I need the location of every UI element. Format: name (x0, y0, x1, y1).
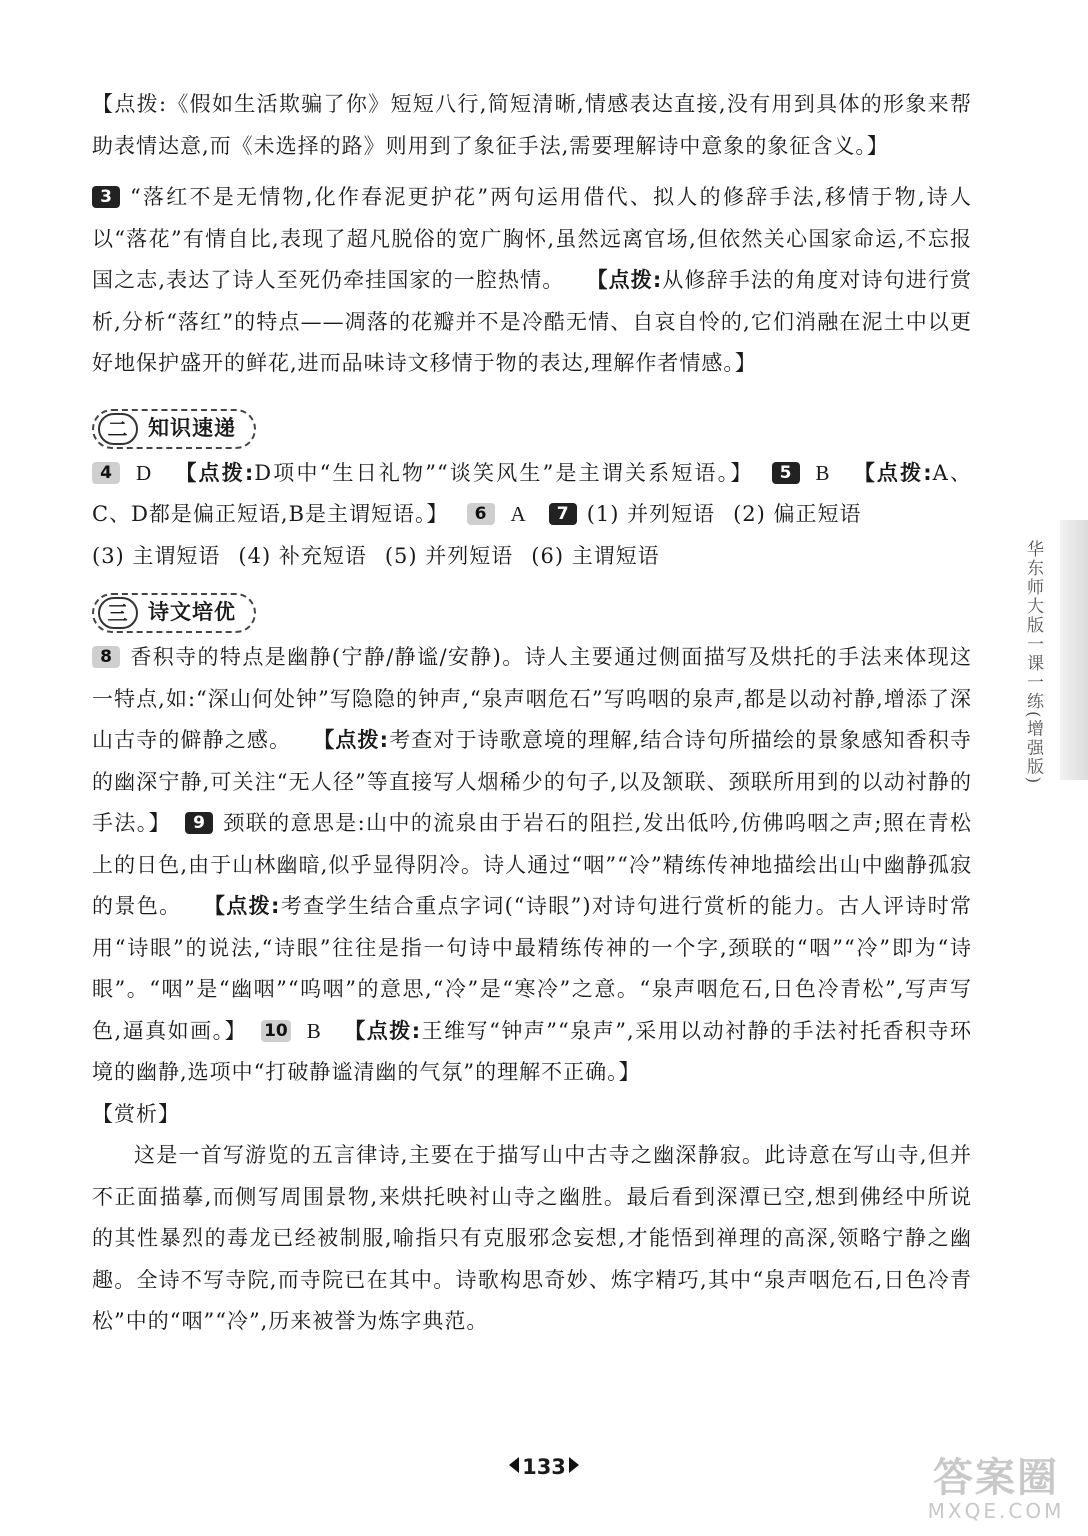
section-number-badge: 二 (98, 413, 138, 445)
question-number-7: 7 (549, 503, 577, 525)
q9-tip-label: 【点拨: (203, 894, 281, 918)
question-number-9: 9 (185, 812, 213, 834)
questions-4-7 (92, 453, 972, 578)
questions-8-10 (92, 637, 972, 1094)
intro-tip-text: 【点拨:《假如生活欺骗了你》短短八行,简短清晰,情感表达直接,没有用到具体的形象来帮助表情达意,而《未选择的路》则用到了象征手法,需要理解诗中意象的象征含义。】 (92, 92, 972, 158)
q4-tip-text: D项中“生日礼物”“谈笑风生”是主谓关系短语。】 (254, 460, 754, 485)
q10-answer: B (306, 1018, 322, 1043)
q6-answer: A (510, 502, 527, 526)
intro-tip-paragraph (92, 84, 972, 167)
question-number-8: 8 (92, 646, 120, 668)
question-number-4: 4 (92, 462, 120, 484)
q4-answer: D (136, 460, 153, 485)
q3-tip-text: 从修辞手法的角度对诗句进行赏析,分析“落红”的特点——凋落的花瓣并不是冷酷无情、自哀自怜的,它们消融在泥土中以更好地保护盛开的鲜花,进而品味诗文移情于物的表达,理解作者情感。】 (92, 268, 972, 375)
section-heading-knowledge (92, 409, 256, 449)
q9-tip-text: 考查学生结合重点字词(“诗眼”)对诗句进行赏析的能力。古人评诗时常用“诗眼”的说法,“诗眼”往往是指一句诗中最精练传神的一个字,颈联的“咽”“冷”即为“诗眼”。“咽”是“幽咽”“呜咽”的意思,“冷”是“寒冷”之意。“泉声咽危石,日色冷青松”,写声写色,逼真如画。】 (92, 894, 973, 1043)
q8-tip-label: 【点拨: (313, 728, 389, 752)
q4-tip-label: 【点拨: (174, 460, 255, 485)
q5-answer: B (815, 460, 831, 485)
section-heading-poetry (92, 593, 256, 633)
q8-answer-text: 香积寺的特点是幽静(宁静/静谧/安静)。诗人主要通过侧面描写及烘托的手法来体现这一特点,如:“深山何处钟”写隐隐的钟声,“泉声咽危石”写呜咽的泉声,都是以动衬静,增添了深山古寺的僻静之感。 (92, 645, 972, 752)
watermark-logo (916, 1456, 1076, 1526)
question-number-6: 6 (467, 503, 495, 525)
page-number-text: 133 (522, 1455, 566, 1479)
question-3 (92, 177, 972, 385)
page-edge-tab (1060, 520, 1088, 780)
appreciation-text: 这是一首写游览的五言律诗,主要在于描写山中古寺之幽深静寂。此诗意在写山寺,但并不正面描摹,而侧写周围景物,来烘托映衬山寺之幽胜。最后看到深潭已空,想到佛经中所说的其性暴烈的毒龙已经被制服,喻指只有克服邪念妄想,才能悟到禅理的高深,领略宁静之幽趣。全诗不写寺院,而寺院已在其中。诗歌构思奇妙、炼字精巧,其中“泉声咽危石,日色冷青松”中的“咽”“冷”,历来被誉为炼字典范。 (92, 1143, 972, 1333)
q5-tip-label: 【点拨: (852, 460, 933, 485)
left-arrow-icon (509, 1457, 519, 1473)
q9-answer-text: 颈联的意思是:山中的流泉由于岩石的阻拦,发出低吟,仿佛呜咽之声;照在青松上的日色,由于山林幽暗,似乎显得阴冷。诗人通过“咽”“冷”精练传神地描绘出山中幽静孤寂的景色。 (92, 811, 972, 918)
section-title: 诗文培优 (148, 600, 236, 625)
q7-item-2: (2) 偏正短语 (733, 502, 862, 526)
q7-item-5: (5) 并列短语 (384, 543, 514, 568)
q7-item-1: (1) 并列短语 (586, 502, 716, 526)
right-arrow-icon (569, 1457, 579, 1473)
book-series-side-label: 华东师大版一课一练(增强版) (1023, 540, 1043, 786)
watermark-top: 答案圈 (933, 1455, 1059, 1501)
q10-tip-text: 王维写“钟声”“泉声”,采用以动衬静的手法衬托香积寺环境的幽静,选项中“打破静谧清幽的气氛”的理解不正确。】 (92, 1018, 972, 1084)
watermark-bottom: MXQE.COM (927, 1499, 1065, 1523)
question-number-5: 5 (772, 462, 800, 484)
section-title: 知识速递 (148, 415, 236, 440)
q10-tip-label: 【点拨: (343, 1018, 422, 1043)
q7-item-4: (4) 补充短语 (238, 543, 367, 568)
question-number-3: 3 (92, 186, 120, 208)
answer-content (92, 84, 972, 1343)
section-number-badge: 三 (98, 597, 138, 629)
q7-item-6: (6) 主谓短语 (531, 543, 660, 568)
q3-answer-text: “落红不是无情物,化作春泥更护花”两句运用借代、拟人的修辞手法,移情于物,诗人以“落花”有情自比,表现了超凡脱俗的宽广胸怀,虽然远离官场,但依然关心国家命运,不忘报国之志,表达了诗人至死仍牵挂国家的一腔热情。 (92, 185, 972, 292)
q7-item-3: (3) 主谓短语 (92, 543, 221, 568)
q8-tip-text: 考查对于诗歌意境的理解,结合诗句所描绘的景象感知香积寺的幽深宁静,可关注“无人径”等直接写人烟稀少的句子,以及颔联、颈联所用到的以动衬静的手法。】 (92, 728, 972, 835)
q3-tip-label: 【点拨: (586, 268, 663, 292)
question-number-10: 10 (261, 1020, 291, 1042)
appreciation-heading: 【赏析】 (92, 1101, 180, 1126)
q5-tip-text: A、C、D都是偏正短语,B是主谓短语。】 (92, 460, 972, 526)
